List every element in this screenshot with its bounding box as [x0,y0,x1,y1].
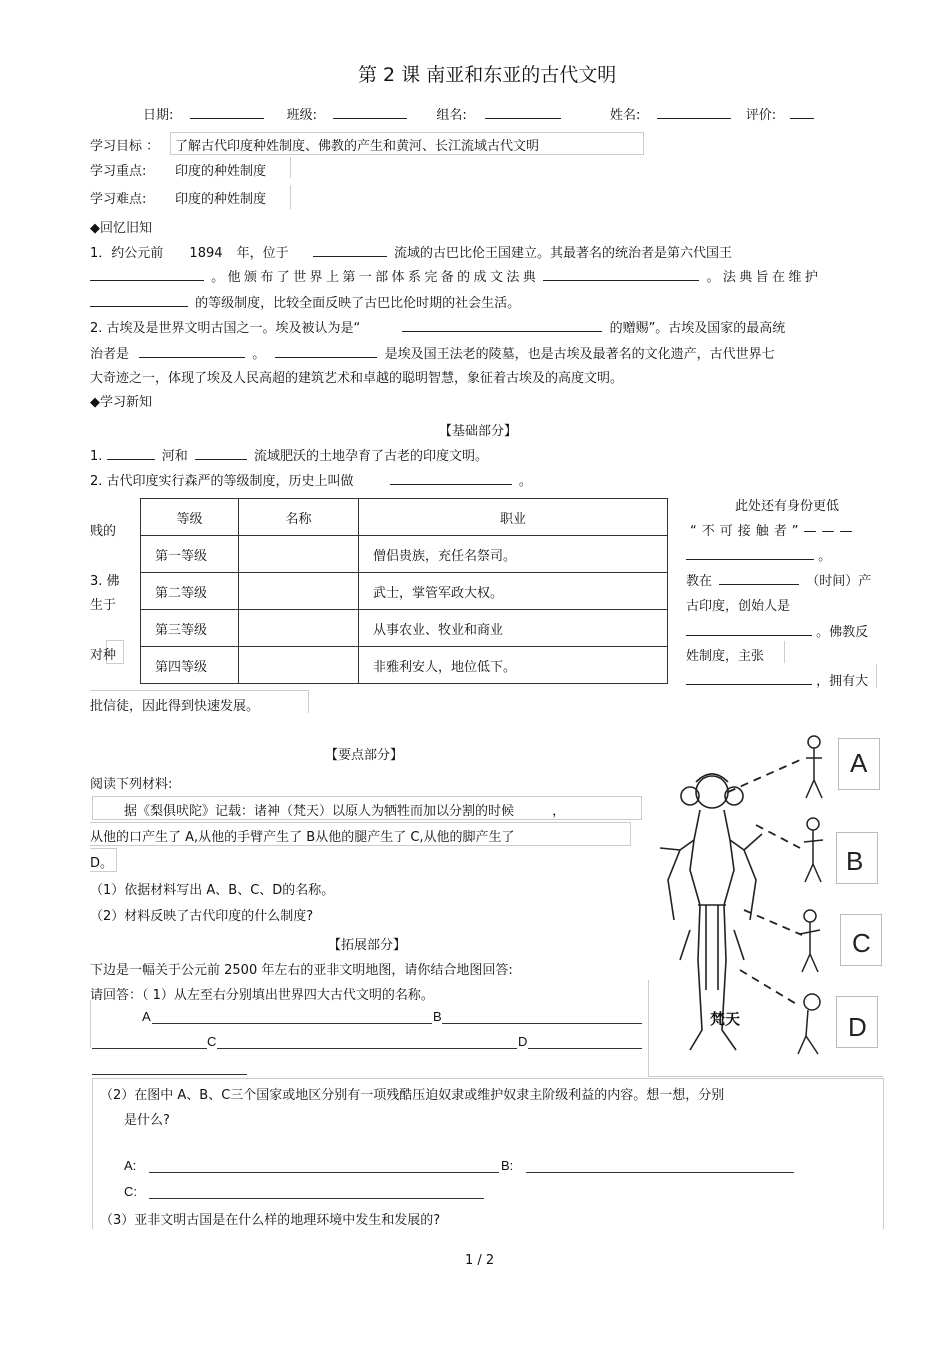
answer-label-a: A: [124,1158,137,1173]
table-row [141,610,668,647]
left-frag-3: 生于 [90,598,117,613]
goal-label: 学习目标 ： [90,139,160,154]
table-cell-job: 从事农业、牧业和商业 [359,610,668,647]
review-q2-a: 2. 古埃及是世界文明古国之一。埃及被认为是“ [90,321,361,336]
material-line-1 [124,800,565,819]
new-heading: ◆学习新知 [90,395,152,410]
review-q1-a: 1．约公元前 [90,246,164,261]
table-cell-rank: 第二等级 [141,573,239,610]
civ-blank-c-pre[interactable] [92,1048,207,1049]
extend-q2-line1: （2）在图中 A、B、C三个国家或地区分别有一项残酷压迫奴隶或维护奴隶主阶级利益的内容。想一想，分别 [100,1088,725,1103]
civ-label-b: B [433,1009,442,1024]
review-q2-b: 的赠赐”。古埃及国家的最高统 [609,321,786,336]
review-q2-d: 。 [252,347,266,362]
right-frag-6 [686,621,868,640]
page-number: 1 / 2 [465,1253,495,1268]
figure-letter-d: D [848,1012,867,1042]
brahma-figure [650,730,850,1070]
civ-blank-c[interactable] [217,1048,517,1049]
review-q1-line3 [90,292,520,311]
material-line-1-end: ， [552,804,566,819]
date-blank[interactable] [190,106,264,119]
basic-q1-a: 1. [90,449,103,464]
civ-blank-b[interactable] [442,1023,642,1024]
eval-label: 评价: [745,108,777,123]
left-frag-2: 3. 佛 [90,574,120,589]
brahma-label: 梵天 [710,1010,741,1028]
table-row [141,536,668,573]
right-frag-5: 古印度，创始人是 [686,599,791,614]
right-frag-4b: （时间）产 [806,574,872,589]
extend-ask: 请回答：（ 1）从左至右分别填出世界四大古代文明的名称。 [90,988,434,1003]
right-frag-4a: 教在 [686,574,713,589]
basic-q1-b: 河和 [161,449,188,464]
table-row [141,573,668,610]
page-title: 第 2 课 南亚和东亚的古代文明 [358,64,617,86]
review-q2-e: 是埃及国王法老的陵墓，也是古埃及最著名的文化遗产，古代世界七 [384,347,775,362]
table-cell-name[interactable] [239,573,359,610]
key-heading: 【要点部分】 [325,748,404,763]
right-frag-3 [686,545,831,564]
table-cell-rank: 第三等级 [141,610,239,647]
right-frag-3-text: 。 [818,549,832,564]
review-q2-line2 [90,343,775,362]
diff-text: 印度的种姓制度 [175,192,267,207]
review-q1-c: 流域的古巴比伦王国建立。其最著名的统治者是第六代国王 [393,246,732,261]
untouchable-blank[interactable] [686,547,814,560]
basic-q1 [90,445,488,464]
review-heading: ◆回忆旧知 [90,221,152,236]
basic-q1-c: 流域肥沃的土地孕育了古老的印度文明。 [253,449,488,464]
claim-blank[interactable] [686,672,812,685]
class-label: 班级: [286,108,318,123]
right-frag-8-box [856,664,877,688]
class-blank[interactable] [333,106,407,119]
table-cell-rank: 第一等级 [141,536,239,573]
right-frag-4 [686,570,871,589]
header-row [143,104,817,123]
caste-figures [798,736,823,1054]
key-text: 印度的种姓制度 [175,164,267,179]
table-cell-name[interactable] [239,647,359,684]
answer-blank-c[interactable] [149,1198,484,1199]
table-header-row [141,499,668,536]
review-q1-e: 。法典旨在维护 [706,270,822,285]
key-q1: （1）依据材料写出 A、B、C、D的名称。 [90,883,335,898]
q1-blank-class[interactable] [90,294,188,307]
right-frag-6-text: 。佛教反 [816,625,869,640]
b1-blank-2[interactable] [195,447,247,460]
key-q2: （2）材料反映了古代印度的什么制度? [90,909,314,924]
table-row [141,647,668,684]
after-table-text: 批信徒，因此得到快速发展。 [90,699,260,714]
q1-blank-river[interactable] [313,244,387,257]
left-frag-1: 贱的 [90,524,117,539]
q2-blank-ruler[interactable] [139,345,245,358]
right-frag-1: 此处还有身份更低 [735,499,840,514]
diff-label: 学习难点: [90,192,147,207]
review-q1-line2 [90,266,821,285]
basic-q2-a: 2. 古代印度实行森严的等级制度，历史上叫做 [90,474,354,489]
q2-blank-pyramid[interactable] [275,345,377,358]
extend-heading: 【拓展部分】 [328,938,407,953]
basic-heading: 【基础部分】 [439,424,518,439]
table-header-cell: 职业 [359,499,668,536]
review-q1-year: 1894 [189,246,223,261]
name-label: 姓名: [610,108,641,123]
figure-letter-b: B [846,846,864,876]
table-header-cell: 等级 [141,499,239,536]
b2-blank[interactable] [390,472,512,485]
extend-q3: （3）亚非文明古国是在什么样的地理环境中发生和发展的? [100,1213,441,1228]
eval-blank[interactable] [790,106,814,119]
group-blank[interactable] [485,106,561,119]
right-frag-8-text: ，拥有大 [816,674,869,689]
date-label: 日期: [143,108,174,123]
group-label: 组名: [436,108,467,123]
left-frag-4: 对种 [90,648,117,663]
review-q2-line3: 大奇迹之一，体现了埃及人民高超的建筑艺术和卓越的聪明智慧，象征着古埃及的高度文明。 [90,371,624,386]
civ-label-c: C [207,1034,217,1049]
civ-blank-d-cont[interactable] [92,1074,247,1075]
name-blank[interactable] [657,106,731,119]
civ-label-d: D [518,1034,528,1049]
material-line-1-text: 据《梨俱吠陀》记载：诸神（梵天）以原人为牺牲而加以分割的时候 [124,804,515,819]
right-frag-8 [686,670,868,689]
answer-label-c: C: [124,1184,137,1199]
review-q1-b: 年，位于 [236,246,289,261]
table-cell-rank: 第四等级 [141,647,239,684]
table-cell-job: 非雅利安人，地位低下。 [359,647,668,684]
review-q1-f: 的等级制度，比较全面反映了古巴比伦时期的社会生活。 [195,296,521,311]
q1-blank-code[interactable] [543,268,699,281]
extend-q2-line2: 是什么? [124,1113,170,1128]
b1-blank-1[interactable] [107,447,155,460]
review-q2-line1 [90,317,785,336]
figure-letter-c: C [852,928,871,958]
table-cell-name[interactable] [239,610,359,647]
q1-blank-king[interactable] [90,268,204,281]
right-frag-7: 姓制度，主张 [686,649,765,664]
answer-label-b: B: [501,1158,514,1173]
goal-text: 了解古代印度种姓制度、佛教的产生和黄河、长江流域古代文明 [175,139,540,154]
caste-table [140,498,668,684]
civ-label-a: A [142,1009,151,1024]
key-label: 学习重点: [90,164,147,179]
figure-letter-a: A [850,748,868,778]
table-header-cell: 名称 [239,499,359,536]
answer-blank-b[interactable] [526,1172,794,1173]
caste-lines [728,760,802,1005]
right-frag-2: “不可接触者”——— [690,524,858,539]
answer-blank-a[interactable] [149,1172,499,1173]
table-cell-name[interactable] [239,536,359,573]
review-q1-d: 。他颁布了世界上第一部体系完备的成文法典 [211,270,540,285]
founder-blank[interactable] [686,623,812,636]
buddhism-time-blank[interactable] [719,572,799,585]
q2-blank-gift[interactable] [402,319,602,332]
basic-q2 [90,470,532,489]
review-q1-line1 [90,242,732,261]
table-cell-job: 武士，掌管军政大权。 [359,573,668,610]
civ-blank-d[interactable] [528,1048,642,1049]
basic-q2-b: 。 [518,474,532,489]
material-line-2: 从他的口产生了 A,从他的手臂产生了 B从他的腿产生了 C,从他的脚产生了 [90,830,515,845]
review-q2-c: 治者是 [90,347,130,362]
extend-border-left [90,1000,91,1048]
key-read: 阅读下列材料: [90,777,173,792]
extend-intro: 下边是一幅关于公元前 2500 年左右的亚非文明地图，请你结合地图回答: [90,963,513,978]
table-cell-job: 僧侣贵族，充任名祭司。 [359,536,668,573]
civ-blank-a[interactable] [152,1023,432,1024]
material-line-3: D。 [90,856,114,871]
